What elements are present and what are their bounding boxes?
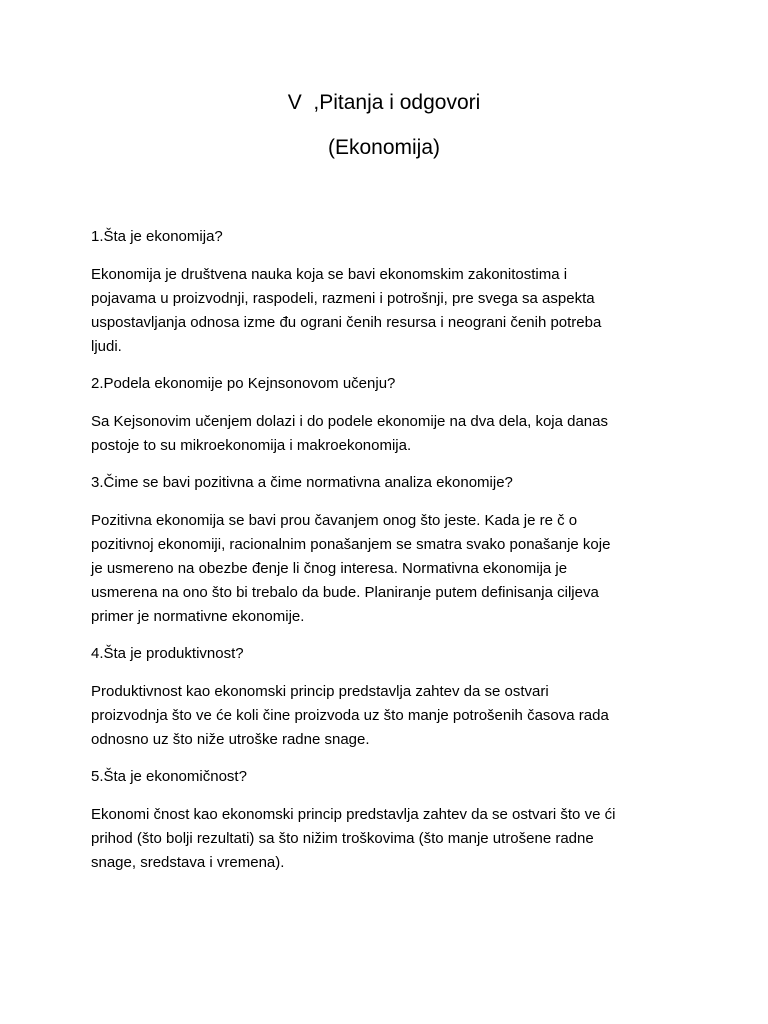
document-subtitle: (Ekonomija) xyxy=(327,136,441,159)
document-body xyxy=(91,226,691,889)
answer-3 xyxy=(91,509,691,629)
answer-5 xyxy=(91,803,691,875)
question-1: 1.Šta je ekonomija? xyxy=(91,228,223,245)
answer-line: pozitivnoj ekonomiji, racionalnim ponašanjem se smatra svako ponašanje koje xyxy=(91,536,611,553)
answer-line: Ekonomija je društvena nauka koja se bavi ekonomskim zakonitostima i xyxy=(91,266,568,283)
question-4: 4.Šta je produktivnost? xyxy=(91,645,244,662)
answer-line: Ekonomi čnost kao ekonomski princip predstavlja zahtev da se ostvari što ve ći xyxy=(91,806,616,823)
answer-line: primer je normativne ekonomije. xyxy=(91,608,305,625)
answer-line: usmerena na ono što bi trebalo da bude. Planiranje putem definisanja ciljeva xyxy=(91,584,599,601)
answer-line: Sa Kejsonovim učenjem dolazi i do podele ekonomije na dva dela, koja danas xyxy=(91,413,608,430)
question-3: 3.Čime se bavi pozitivna a čime normativna analiza ekonomije? xyxy=(91,474,513,491)
answer-line: proizvodnja što ve će koli čine proizvoda uz što manje potrošenih časova rada xyxy=(91,707,609,724)
answer-line: Pozitivna ekonomija se bavi prou čavanjem onog što jeste. Kada je re č o xyxy=(91,512,578,529)
answer-line: ljudi. xyxy=(91,338,122,355)
answer-line: snage, sredstava i vremena). xyxy=(91,854,285,871)
answer-line: je usmereno na obezbe đenje li čnog interesa. Normativna ekonomija je xyxy=(91,560,568,577)
question-5: 5.Šta je ekonomičnost? xyxy=(91,768,247,785)
answer-line: odnosno uz što niže utroške radne snage. xyxy=(91,731,370,748)
document-title: V ,Pitanja i odgovori xyxy=(287,91,481,114)
answer-1 xyxy=(91,263,691,359)
answer-4 xyxy=(91,680,691,752)
question-2: 2.Podela ekonomije po Kejnsonovom učenju? xyxy=(91,375,396,392)
answer-line: postoje to su mikroekonomija i makroekonomija. xyxy=(91,437,412,454)
answer-line: prihod (što bolji rezultati) sa što nižim troškovima (što manje utrošene radne xyxy=(91,830,594,847)
answer-line: Produktivnost kao ekonomski princip predstavlja zahtev da se ostvari xyxy=(91,683,549,700)
answer-line: pojavama u proizvodnji, raspodeli, razmeni i potrošnji, pre svega sa aspekta xyxy=(91,290,595,307)
answer-2 xyxy=(91,410,691,458)
answer-line: uspostavljanja odnosa izme đu ograni čenih resursa i neograni čenih potreba xyxy=(91,314,602,331)
